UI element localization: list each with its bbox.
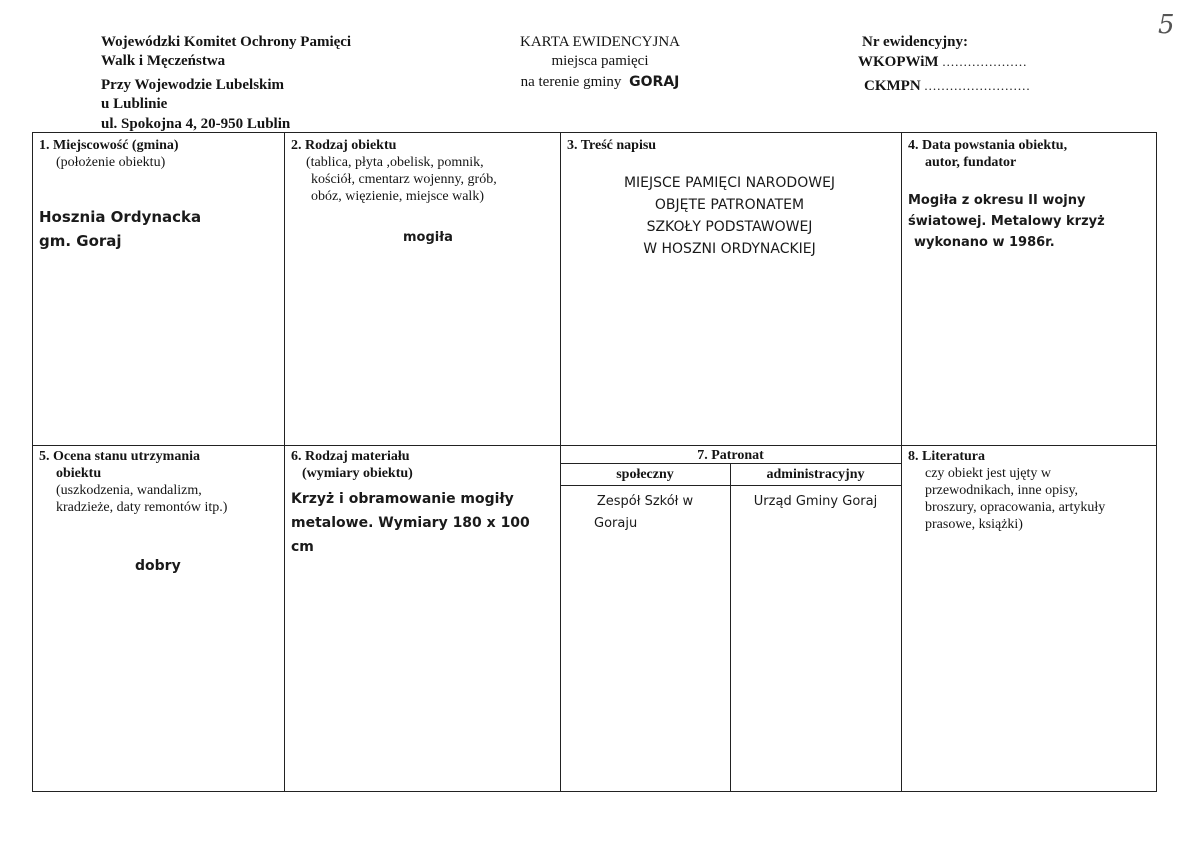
cell-3-title: 3. Treść napisu	[567, 138, 657, 153]
cell-4-value-2: światowej. Metalowy krzyż	[908, 214, 1105, 229]
cell-7-col-1-header: społeczny	[616, 467, 674, 482]
cell-rodzaj-materialu	[291, 448, 556, 559]
cell-5-sub-2: kradzieże, daty remontów itp.)	[56, 500, 228, 515]
cell-4-title-1: 4. Data powstania obiektu,	[908, 138, 1068, 153]
cell-4-title-2: autor, fundator	[925, 155, 1017, 170]
title-line-3	[480, 73, 720, 92]
cell-2-value: mogiła	[403, 230, 453, 245]
divider-v3	[901, 133, 902, 791]
cell-6-title: 6. Rodzaj materiału	[291, 449, 410, 464]
cell-1-title: 1. Miejscowość (gmina)	[39, 138, 179, 153]
cell-3-value-1: MIEJSCE PAMIĘCI NARODOWEJ	[623, 175, 836, 191]
cell-patronat-administracyjny	[730, 491, 901, 513]
cell-5-value: dobry	[135, 558, 181, 574]
gmina-value: GORAJ	[629, 74, 680, 90]
cell-data-powstania	[908, 137, 1153, 253]
cell-1-value-2: gm. Goraj	[39, 232, 122, 250]
org-line-1: Wojewódzki Komitet Ochrony Pamięci	[101, 34, 352, 50]
cell-6-value-1: Krzyż i obramowanie mogiły	[291, 491, 514, 507]
org-line-3: Przy Wojewodzie Lubelskim	[101, 77, 285, 93]
cell-8-sub-1: czy obiekt jest ujęty w	[925, 466, 1051, 481]
divider-v1	[284, 133, 285, 791]
cell-8-sub-4: prasowe, książki)	[925, 517, 1023, 532]
title-line-1: KARTA EWIDENCYJNA	[520, 34, 680, 50]
cell-1-subtitle: (położenie obiektu)	[56, 155, 166, 170]
cell-patronat-spoleczny	[560, 491, 730, 535]
cell-8-sub-2: przewodnikach, inne opisy,	[925, 483, 1079, 498]
cell-6-value-3: cm	[291, 539, 314, 555]
org-line-4: u Lublinie	[101, 96, 168, 112]
title-prefix: na terenie gminy	[520, 74, 622, 90]
cell-7-col-1-value-2: Goraju	[594, 516, 638, 531]
cell-4-value-1: Mogiła z okresu II wojny	[908, 193, 1086, 208]
cell-3-value-3: SZKOŁY PODSTAWOWEJ	[646, 219, 813, 235]
cell-5-title-2: obiektu	[56, 466, 102, 481]
cell-1-value-1: Hosznia Ordynacka	[39, 208, 202, 226]
page-mark: 5	[1158, 10, 1175, 40]
org-line-2: Walk i Męczeństwa	[101, 53, 226, 69]
nr-label: Nr ewidencyjny:	[862, 34, 968, 50]
cell-4-value-3: wykonano w 1986r.	[914, 235, 1055, 250]
title-line-2: miejsca pamięci	[551, 53, 649, 69]
cell-5-sub-1: (uszkodzenia, wandalizm,	[56, 483, 202, 498]
cell-8-title: 8. Literatura	[908, 449, 985, 464]
cell-5-title-1: 5. Ocena stanu utrzymania	[39, 449, 200, 464]
cell-6-subtitle: (wymiary obiektu)	[302, 466, 413, 481]
cell-2-title: 2. Rodzaj obiektu	[291, 138, 397, 153]
cell-ocena-stanu	[39, 448, 279, 574]
cell-6-value-2: metalowe. Wymiary 180 x 100	[291, 515, 530, 531]
wkopwim-row	[858, 52, 1027, 72]
cell-8-sub-3: broszury, opracowania, artykuły	[925, 500, 1106, 515]
form-grid	[32, 132, 1157, 792]
ckmpn-dots: .........................	[924, 78, 1031, 93]
ckmpn-row	[864, 76, 1031, 96]
cell-3-value-2: OBJĘTE PATRONATEM	[654, 197, 805, 213]
cell-rodzaj-obiektu	[291, 137, 553, 245]
cell-literatura	[908, 448, 1153, 533]
cell-miejscowosc	[39, 137, 279, 253]
cell-7-col-2-header: administracyjny	[766, 467, 865, 482]
cell-7-title: 7. Patronat	[697, 448, 764, 463]
cell-7-col-2-value-1: Urząd Gminy Goraj	[753, 494, 878, 509]
org-line-5: ul. Spokojna 4, 20-950 Lublin	[101, 116, 291, 132]
cell-tresc-napisu	[567, 137, 897, 260]
cell-7-col-1-value-1: Zespół Szkół w	[596, 494, 694, 509]
cell-2-sub-3: obóz, więzienie, miejsce walk)	[311, 189, 484, 204]
divider-h-middle	[33, 445, 1156, 446]
cell-2-sub-1: (tablica, płyta ,obelisk, pomnik,	[306, 155, 484, 170]
wkopwim-label: WKOPWiM	[858, 54, 939, 70]
ckmpn-label: CKMPN	[864, 78, 921, 94]
cell-2-sub-2: kościół, cmentarz wojenny, grób,	[311, 172, 497, 187]
wkopwim-dots: ....................	[942, 54, 1028, 69]
cell-3-value-4: W HOSZNI ORDYNACKIEJ	[643, 241, 816, 257]
